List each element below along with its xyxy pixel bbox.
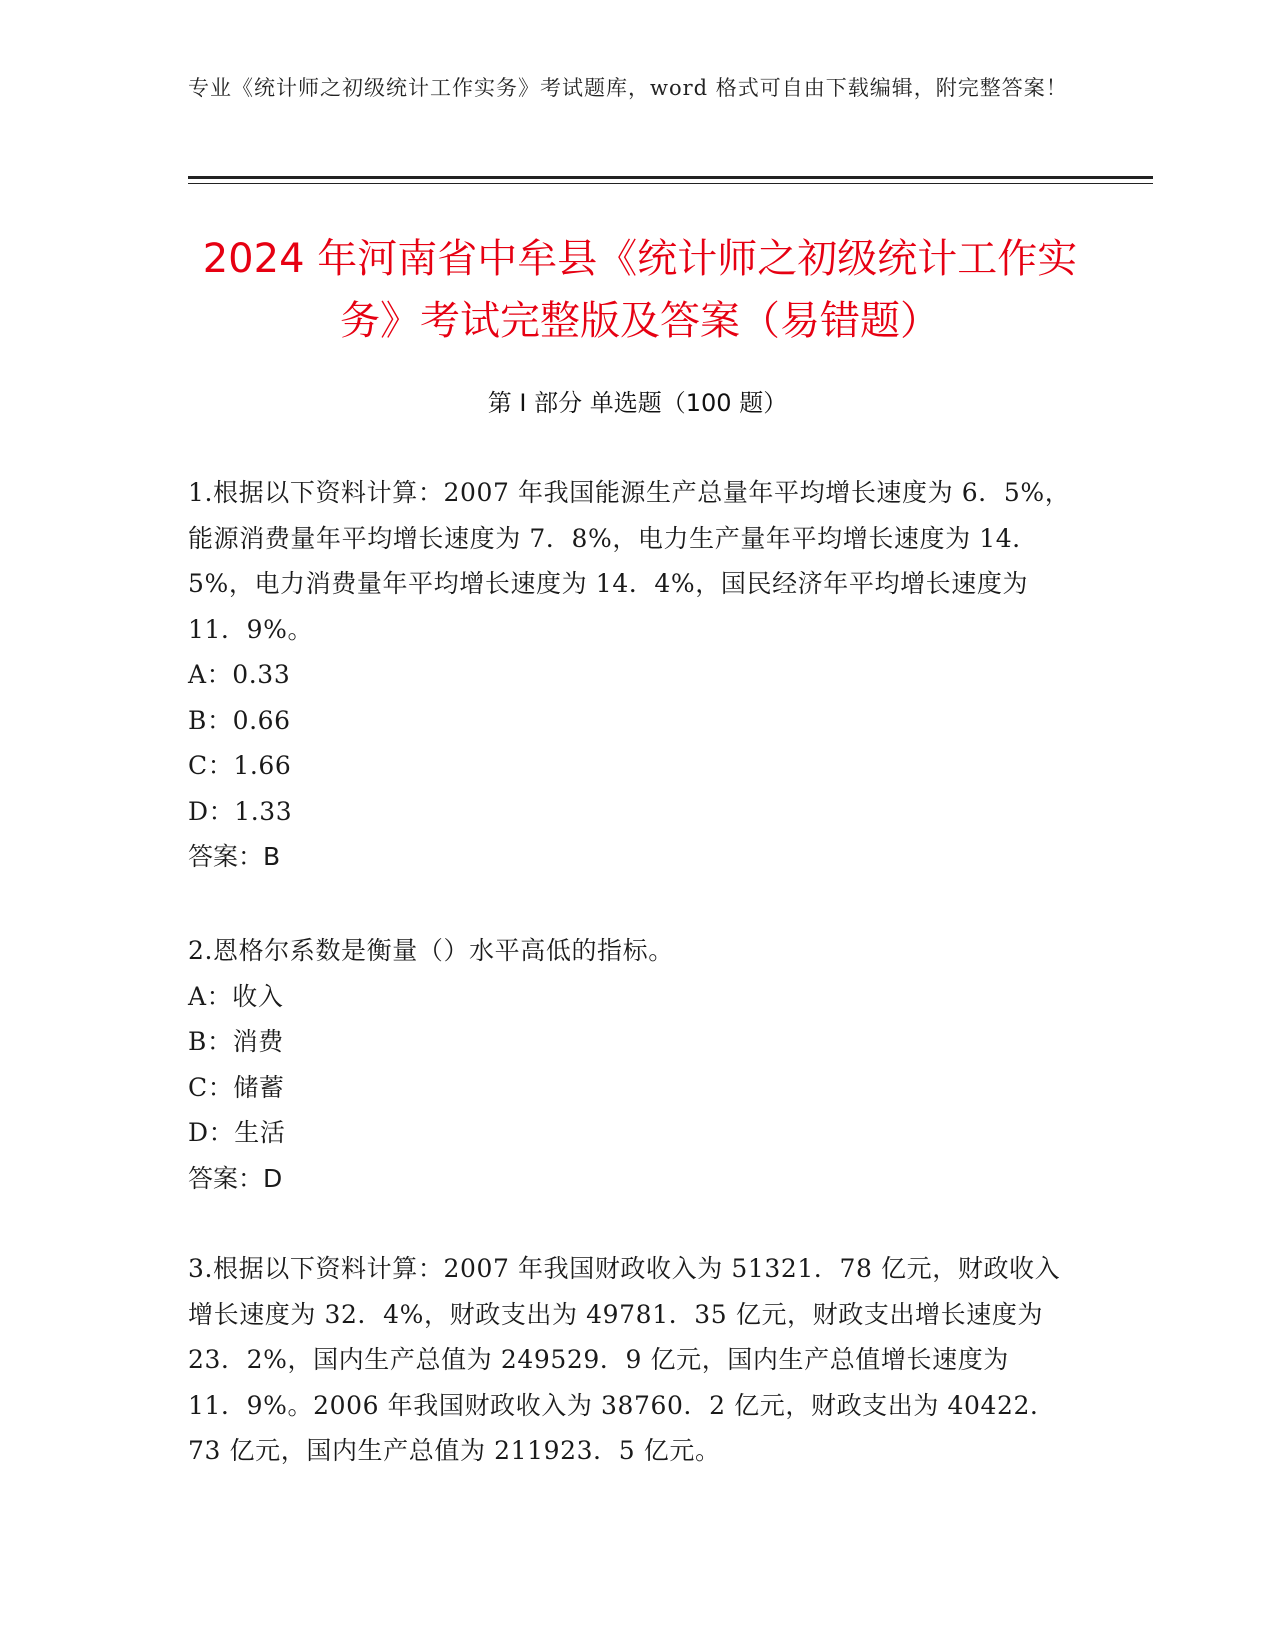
document-title: 2024 年河南省中牟县《统计师之初级统计工作实务》考试完整版及答案（易错题） bbox=[202, 236, 1078, 344]
header-rule-thin bbox=[188, 183, 1153, 184]
question-1 bbox=[188, 470, 1076, 880]
option-d: D：1.33 bbox=[188, 796, 293, 826]
header-rule-thick bbox=[188, 176, 1153, 179]
question-text: 2.恩格尔系数是衡量（）水平高低的指标。 bbox=[188, 936, 674, 965]
question-text: 1.根据以下资料计算：2007 年我国能源生产总量年平均增长速度为 6．5%，能源消费量年平均增长速度为 7．8%，电力生产量年平均增长速度为 14．5%，电力消费量年平均增长速度为 14．4%，国民经济年平均增长速度为 11．9%。 bbox=[188, 478, 1071, 644]
header-note: 专业《统计师之初级统计工作实务》考试题库，word 格式可自由下载编辑，附完整答案！ bbox=[188, 76, 1068, 100]
option-a: A：0.33 bbox=[188, 660, 291, 689]
question-2 bbox=[188, 928, 1076, 1201]
option-a: A：收入 bbox=[188, 981, 284, 1011]
answer: 答案：D bbox=[188, 1163, 283, 1193]
option-b: B：消费 bbox=[188, 1027, 284, 1056]
option-c: C：储蓄 bbox=[188, 1072, 285, 1102]
option-d: D：生活 bbox=[188, 1118, 286, 1147]
answer: 答案：B bbox=[188, 842, 281, 871]
section-heading: 第 I 部分 单选题（100 题） bbox=[487, 389, 788, 417]
option-b: B：0.66 bbox=[188, 705, 291, 735]
question-3 bbox=[188, 1246, 1076, 1474]
question-text: 3.根据以下资料计算：2007 年我国财政收入为 51321．78 亿元，财政收入增长速度为 32．4%，财政支出为 49781．35 亿元，财政支出增长速度为 23．2%，国内生产总值为 249529．9 亿元，国内生产总值增长速度为 11．9%。2006 年我国财政收入为 38760．2 亿元，财政支出为 40422．73 亿元，国内生产总值为 211923．5 亿元。 bbox=[188, 1254, 1061, 1465]
option-c: C：1.66 bbox=[188, 751, 292, 780]
